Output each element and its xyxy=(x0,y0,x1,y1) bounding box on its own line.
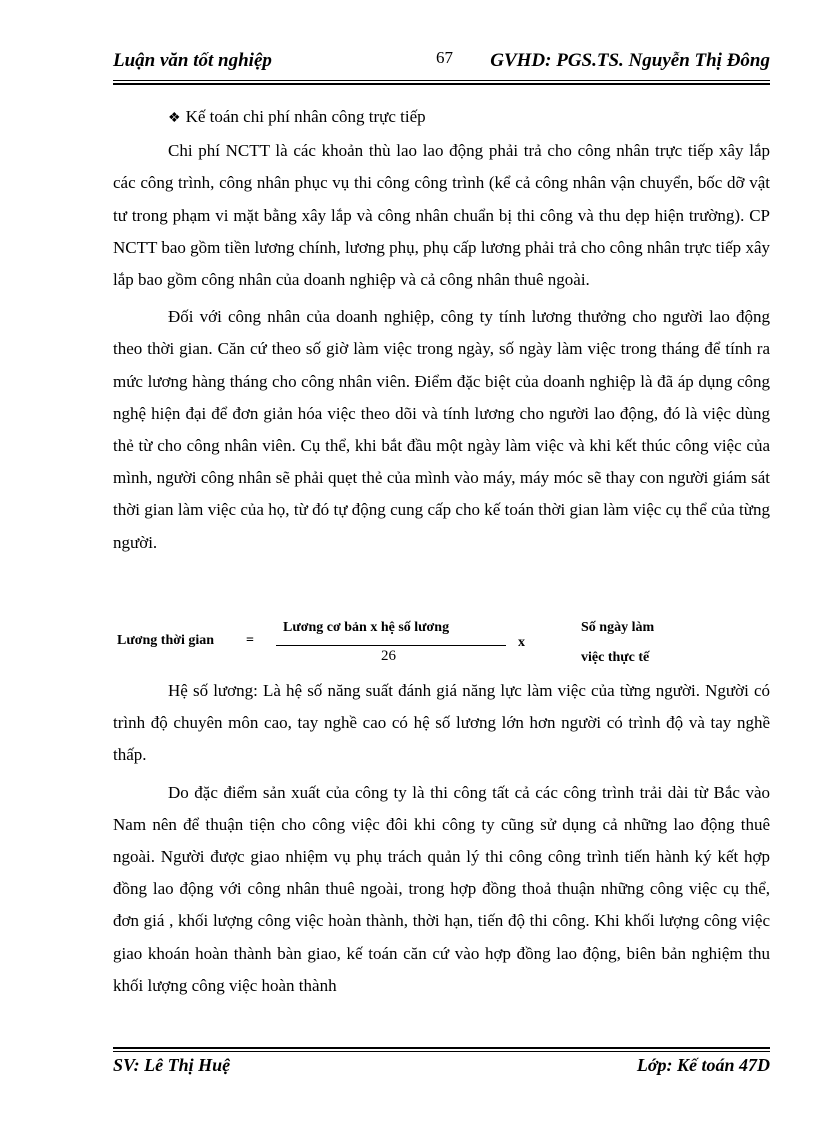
header-rule-thin xyxy=(113,80,770,81)
formula-equals: = xyxy=(246,633,254,648)
paragraph-3: Hệ số lương: Là hệ số năng suất đánh giá năng lực làm việc của từng người. Người có trình độ chuyên môn cao, tay nghề cao có hệ số lương lớn hơn người có trình độ và tay nghề thấp. xyxy=(113,681,770,765)
thesis-title: Luận văn tốt nghiệp xyxy=(113,50,272,71)
formula-numerator: Lương cơ bản x hệ số lương xyxy=(283,620,450,635)
page-footer xyxy=(113,1055,770,1083)
formula-rhs-line2: việc thực tế xyxy=(581,650,650,665)
formula-denominator: 26 xyxy=(381,648,396,664)
body-text-lower xyxy=(113,675,770,1002)
formula-lhs: Lương thời gian xyxy=(117,633,215,648)
section-heading-text: Kế toán chi phí nhân công trực tiếp xyxy=(185,107,426,126)
salary-formula xyxy=(113,614,770,670)
formula-times: x xyxy=(518,635,525,650)
paragraph-1: Chi phí NCTT là các khoản thù lao lao động phải trả cho công nhân trực tiếp xây lắp các công trình, công nhân phục vụ thi công công trình (kể cả công nhân vận chuyển, bốc dỡ vật tư trong phạm vi mặt bằng xây lắp và công nhân chuẩn bị thi công và thu dẹp hiện trường). CP NCTT bao gồm tiền lương chính, lương phụ, phụ cấp lương phải trả cho công nhân trực tiếp xây lắp bao gồm công nhân của doanh nghiệp và cả công nhân thuê ngoài. xyxy=(113,141,770,290)
section-heading xyxy=(113,101,770,135)
paragraph-2: Đối với công nhân của doanh nghiệp, công ty tính lương thưởng cho người lao động theo thời gian. Căn cứ theo số giờ làm việc trong ngày, số ngày làm việc trong tháng để tính ra mức lương hàng tháng cho công nhân viên. Điểm đặc biệt của doanh nghiệp là đã áp dụng công nghệ hiện đại để đơn giản hóa việc theo dõi và tính lương cho người lao động, đó là việc dùng thẻ từ cho công nhân viên. Cụ thể, khi bắt đầu một ngày làm việc và khi kết thúc công việc của mình, người công nhân sẽ phải quẹt thẻ của mình vào máy, máy móc sẽ thay con người giám sát thời gian làm việc của họ, từ đó tự động cung cấp cho kế toán thời gian làm việc cụ thể của từng người. xyxy=(113,307,770,552)
header-rule-thick xyxy=(113,83,770,85)
student-name: SV: Lê Thị Huệ xyxy=(113,1055,231,1075)
footer-rule-thick xyxy=(113,1047,770,1049)
fraction-bar xyxy=(276,645,506,646)
footer-rule-thin xyxy=(113,1051,770,1052)
formula-rhs-line1: Số ngày làm xyxy=(581,620,655,635)
page-number: 67 xyxy=(436,48,453,67)
page-header xyxy=(113,50,770,80)
supervisor-name: GVHD: PGS.TS. Nguyễn Thị Đông xyxy=(490,50,770,71)
body-text-upper xyxy=(113,101,770,559)
diamond-bullet-icon: ❖ xyxy=(168,111,181,126)
paragraph-4: Do đặc điểm sản xuất của công ty là thi công tất cả các công trình trải dài từ Bắc vào Nam nên để thuận tiện cho công việc đôi khi công ty cũng sử dụng cả những lao động thuê ngoài. Người được giao nhiệm vụ phụ trách quản lý thi công công trình tiến hành ký kết hợp đồng lao động với công nhân thuê ngoài, trong hợp đồng thoả thuận những công việc cụ thể, đơn giá , khối lượng công việc hoàn thành, thời hạn, tiến độ thi công. Khi khối lượng công việc giao khoán hoàn thành bàn giao, kế toán căn cứ vào hợp đồng lao động, biên bản nghiệm thu khối lượng công việc hoàn thành xyxy=(113,782,770,995)
class-name: Lớp: Kế toán 47D xyxy=(636,1055,770,1075)
